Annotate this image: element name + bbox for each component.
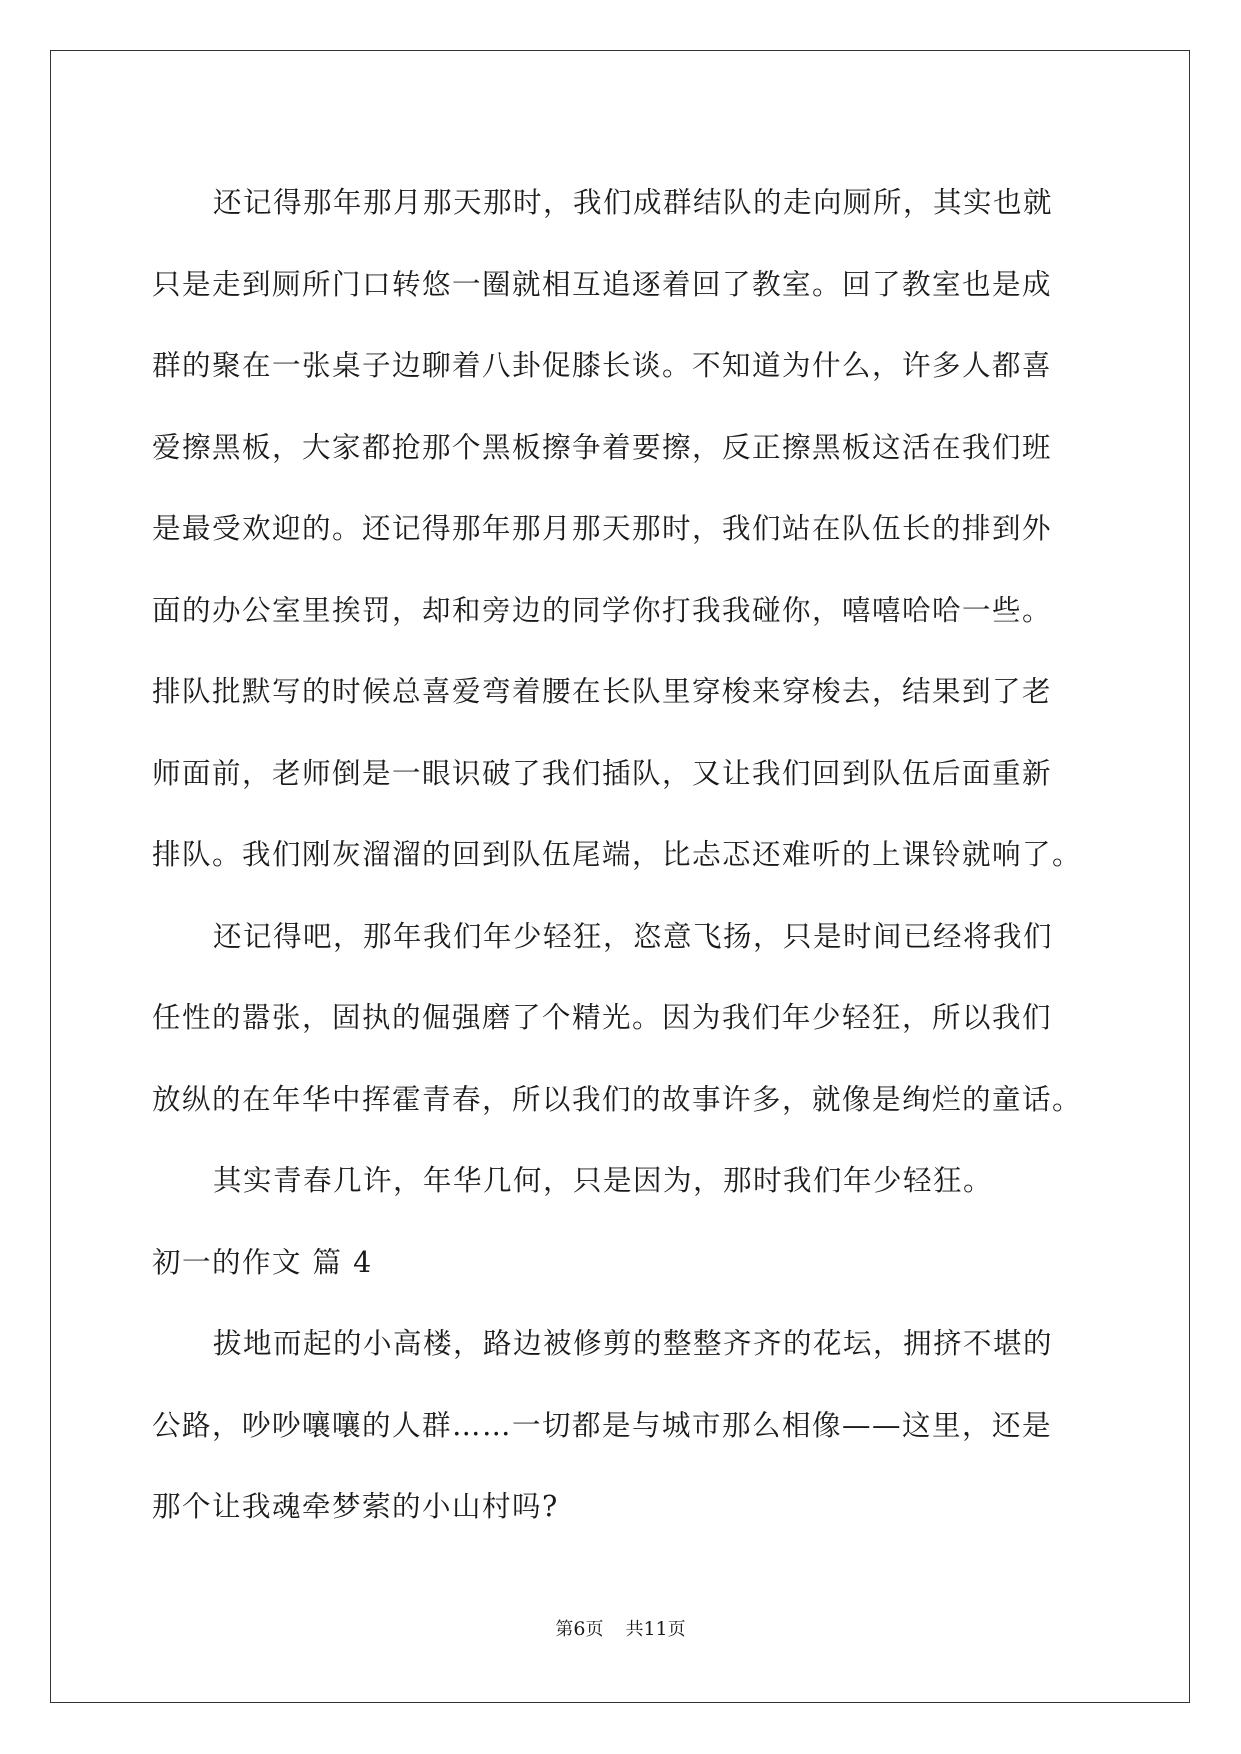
page-footer — [0, 1615, 1241, 1641]
paragraph-line: 排队批默写的时候总喜爱弯着腰在长队里穿梭来穿梭去，结果到了老 — [152, 675, 1053, 708]
paragraph-line: 那个让我魂牵梦萦的小山村吗? — [152, 1490, 559, 1523]
paragraph-line: 其实青春几许，年华几何，只是因为，那时我们年少轻狂。 — [213, 1164, 994, 1197]
footer-page-suffix: 页 — [585, 1619, 604, 1640]
paragraph-line: 群的聚在一张桌子边聊着八卦促膝长谈。不知道为什么，许多人都喜 — [152, 349, 1053, 382]
paragraph-line: 面的办公室里挨罚，却和旁边的同学你打我我碰你，嘻嘻哈哈一些。 — [152, 593, 1053, 627]
paragraph-line: 还记得吧，那年我们年少轻狂，恣意飞扬，只是时间已经将我们 — [213, 919, 1054, 953]
paragraph-line: 只是走到厕所门口转悠一圈就相互追逐着回了教室。回了教室也是成 — [152, 267, 1053, 301]
document-body — [152, 162, 1092, 1548]
paragraph-line: 放纵的在年华中挥霍青春，所以我们的故事许多，就像是绚烂的童话。 — [152, 1082, 1083, 1116]
footer-total-prefix: 共 — [625, 1619, 644, 1640]
paragraph-line: 拔地而起的小高楼，路边被修剪的整整齐齐的花坛，拥挤不堪的 — [213, 1327, 1054, 1360]
section-heading: 初一的作文 篇 4 — [152, 1245, 373, 1279]
paragraph-line: 排队。我们刚灰溜溜的回到队伍尾端，比忐忑还难听的上课铃就响了。 — [152, 838, 1083, 871]
footer-page-prefix: 第 — [555, 1619, 574, 1640]
paragraph-line: 是最受欢迎的。还记得那年那月那天那时，我们站在队伍长的排到外 — [152, 512, 1053, 545]
paragraph-line: 师面前，老师倒是一眼识破了我们插队，又让我们回到队伍后面重新 — [152, 756, 1053, 790]
footer-total-suffix: 页 — [667, 1619, 686, 1640]
paragraph-line: 公路，吵吵嚷嚷的人群……一切都是与城市那么相像——这里，还是 — [152, 1408, 1053, 1442]
footer-page-number: 6 — [573, 1618, 586, 1640]
footer-total-pages: 11 — [643, 1618, 668, 1640]
paragraph-line: 爱擦黑板，大家都抢那个黑板擦争着要擦，反正擦黑板这活在我们班 — [152, 430, 1053, 464]
paragraph-line: 任性的嚣张，固执的倔强磨了个精光。因为我们年少轻狂，所以我们 — [152, 1001, 1053, 1034]
paragraph-line: 还记得那年那月那天那时，我们成群结队的走向厕所，其实也就 — [213, 186, 1054, 219]
